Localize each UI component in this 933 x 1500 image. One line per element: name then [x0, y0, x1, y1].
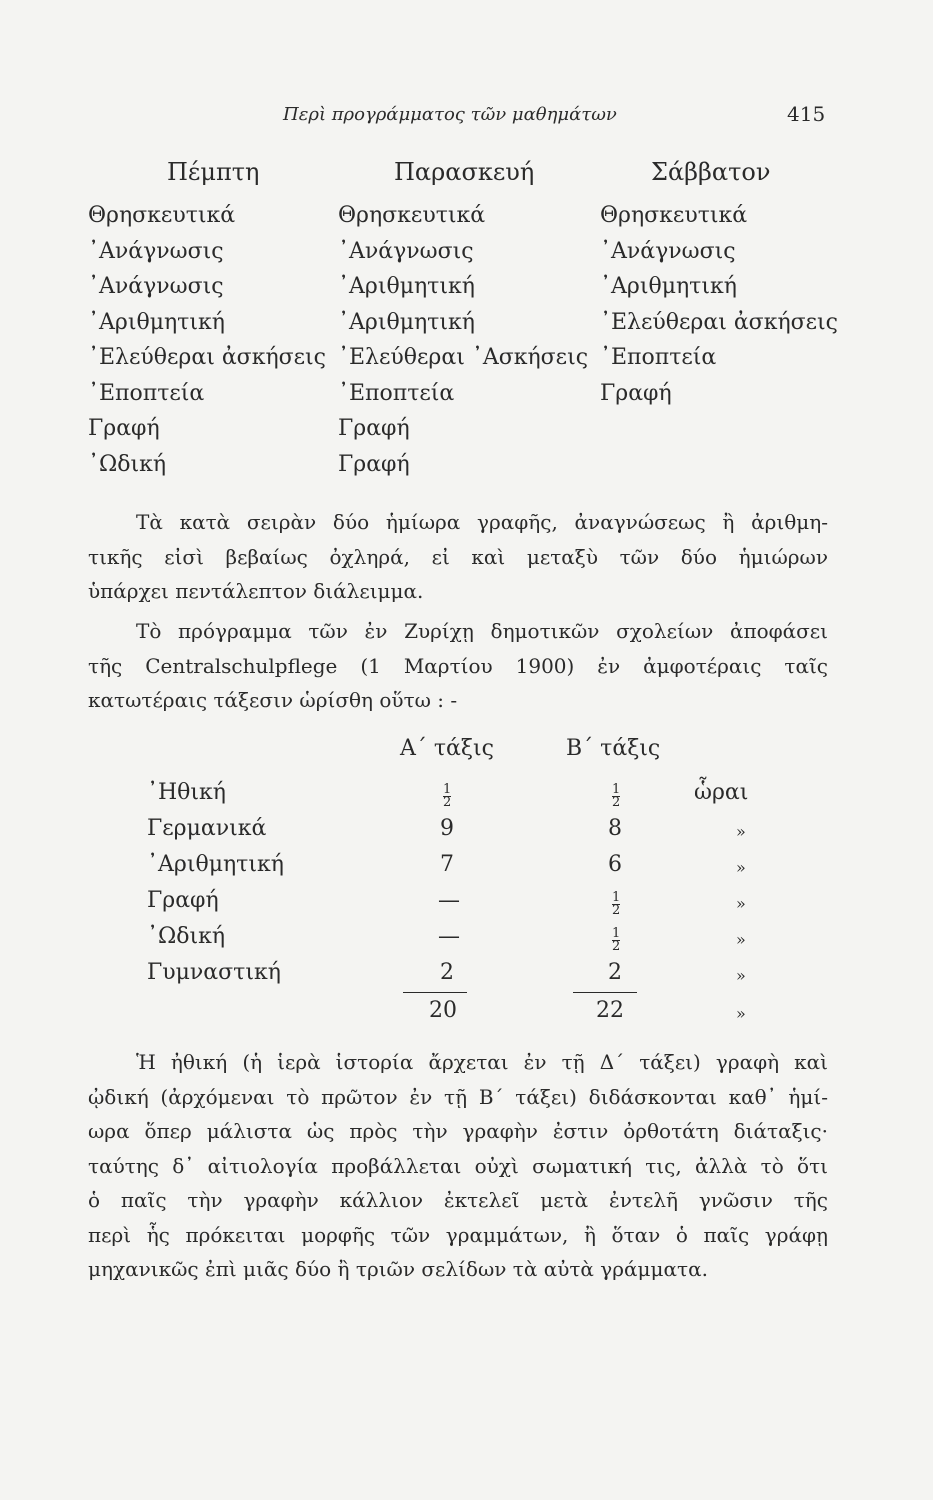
schedule-entry: Γραφή — [338, 451, 410, 477]
row-unit: » — [736, 858, 746, 877]
table-row — [0, 924, 933, 960]
total-class-b: 22 — [596, 998, 624, 1023]
sum-rule-class-a — [403, 992, 467, 993]
row-value-class-a: — — [438, 888, 460, 913]
row-value-class-b: 8 — [608, 816, 622, 841]
paragraph-zurich-program — [88, 614, 828, 718]
row-subject: Γυμναστική — [147, 960, 281, 985]
total-class-a: 20 — [429, 998, 457, 1023]
schedule-entry: ᾿Ανάγνωσις — [600, 238, 736, 264]
schedule-entry: ᾿Ελεύθεραι ἀσκήσεις — [88, 345, 326, 370]
text-line: τῆς Centralschulpflege (1 Μαρτίου 1900) ἐν ἀμφοτέραις ταῖς — [88, 653, 828, 678]
schedule-entry: ᾿Ανάγνωσις — [88, 274, 224, 299]
text-line: ὁ παῖς τὴν γραφὴν κάλλιον ἐκτελεῖ μετὰ ἐντελῆ γνῶσιν τῆς — [88, 1188, 828, 1212]
sum-rule-class-b — [573, 992, 637, 993]
row-value-class-a: 7 — [440, 852, 454, 877]
fraction-one-half: $\frac{1}{2}$ — [612, 890, 621, 918]
schedule-entry: ᾿Ανάγνωσις — [338, 238, 474, 264]
table-row — [0, 780, 933, 816]
text-line: μηχανικῶς ἐπὶ μιᾶς δύο ἢ τριῶν σελίδων τὰ αὐτὰ γράμματα. — [88, 1257, 708, 1281]
row-unit: » — [736, 894, 746, 913]
row-subject: ᾿Ωδική — [147, 924, 226, 949]
row-unit: » — [736, 966, 746, 985]
table-row — [0, 852, 933, 888]
schedule-entry: ᾿Ελεύθεραι ἀσκήσεις — [600, 309, 838, 335]
text-line: κατωτέραις τάξεσιν ὡρίσθη οὕτω : - — [88, 688, 458, 712]
row-subject: ᾿Ηθική — [147, 780, 226, 805]
row-unit: » — [736, 822, 746, 841]
schedule-column-thursday — [88, 198, 326, 482]
schedule-entry: Θρησκευτικά — [338, 203, 486, 228]
table-row — [0, 888, 933, 924]
schedule-entry: ᾿Αριθμητική — [600, 274, 737, 299]
schedule-entry: Θρησκευτικά — [88, 203, 236, 228]
paragraph-ethics-writing — [88, 1045, 828, 1287]
text-line: τικῆς εἰσὶ βεβαίως ὀχληρά, εἰ καὶ μεταξὺ τῶν δύο ἡμιώρων — [88, 544, 828, 569]
schedule-entry: ᾿Αριθμητική — [88, 309, 225, 335]
row-subject: Γερμανικά — [147, 816, 267, 841]
paragraph-half-hours — [88, 505, 828, 609]
schedule-entry: ᾿Ωδική — [88, 451, 167, 477]
schedule-entry: ᾿Ανάγνωσις — [88, 238, 224, 264]
page-number: 415 — [787, 102, 826, 126]
row-value-class-a: 9 — [440, 816, 454, 841]
text-line: ταύτης δ᾿ αἰτιολογία προβάλλεται οὐχὶ σωματική τις, ἀλλὰ τὸ ὅτι — [88, 1153, 828, 1178]
schedule-entry: Γραφή — [600, 380, 672, 406]
table-row — [0, 960, 933, 996]
day-heading-friday: Παρασκευή — [394, 158, 535, 186]
column-heading-class-b: Β΄ τάξις — [566, 736, 661, 761]
day-heading-saturday: Σάββατον — [651, 158, 771, 186]
column-heading-class-a: Α΄ τάξις — [400, 736, 494, 761]
schedule-entry: ᾿Εποπτεία — [88, 380, 205, 406]
schedule-entry: ᾿Αριθμητική — [338, 309, 475, 335]
row-subject: ᾿Αριθμητική — [147, 852, 284, 877]
table-row — [0, 816, 933, 852]
schedule-column-friday — [338, 198, 588, 482]
text-line: ὑπάρχει πεντάλεπτον διάλειμμα. — [88, 579, 424, 603]
text-line: Τὰ κατὰ σειρὰν δύο ἡμίωρα γραφῆς, ἀναγνώσεως ἢ ἀριθμη- — [136, 510, 828, 534]
row-value-class-b: 2 — [608, 960, 622, 985]
row-value-class-a: — — [438, 924, 460, 949]
text-line: ᾠδική (ἀρχόμεναι τὸ πρῶτον ἐν τῇ Β΄ τάξει) διδάσκονται καθ᾿ ἡμί- — [88, 1084, 828, 1109]
row-value-class-b: 6 — [608, 852, 622, 877]
text-line: Τὸ πρόγραμμα τῶν ἐν Ζυρίχῃ δημοτικῶν σχολείων ἀποφάσει — [136, 619, 828, 643]
row-unit: » — [736, 1004, 746, 1023]
fraction-one-half: $\frac{1}{2}$ — [443, 782, 452, 810]
schedule-entry: Γραφή — [338, 416, 410, 441]
schedule-entry: ᾿Αριθμητική — [338, 274, 475, 299]
row-value-class-a: 2 — [440, 960, 454, 985]
schedule-entry: Θρησκευτικά — [600, 203, 748, 228]
schedule-entry: ᾿Εποπτεία — [338, 380, 455, 406]
schedule-entry: Γραφή — [88, 416, 160, 441]
running-header-title: Περὶ προγράμματος τῶν μαθημάτων — [283, 104, 617, 125]
text-line: περὶ ἧς πρόκειται μορφῆς τῶν γραμμάτων, ἢ ὅταν ὁ παῖς γράφῃ — [88, 1222, 828, 1247]
schedule-column-saturday — [600, 198, 838, 411]
row-unit: » — [736, 930, 746, 949]
fraction-one-half: $\frac{1}{2}$ — [612, 926, 621, 954]
day-heading-thursday: Πέμπτη — [167, 158, 260, 186]
text-line: Ἡ ἠθική (ἡ ἱερὰ ἱστορία ἄρχεται ἐν τῇ Δ΄ τάξει) γραφὴ καὶ — [136, 1050, 828, 1074]
row-unit: ὧραι — [694, 780, 749, 805]
schedule-entry: ᾿Ελεύθεραι ᾿Ασκήσεις — [338, 345, 589, 370]
table-total-row — [0, 998, 933, 1034]
text-line: ωρα ὅπερ μάλιστα ὡς πρὸς τὴν γραφὴν ἐστιν ὀρθοτάτη διάταξις· — [88, 1119, 828, 1143]
row-subject: Γραφή — [147, 888, 219, 913]
fraction-one-half: $\frac{1}{2}$ — [612, 782, 621, 810]
schedule-entry: ᾿Εποπτεία — [600, 345, 717, 370]
